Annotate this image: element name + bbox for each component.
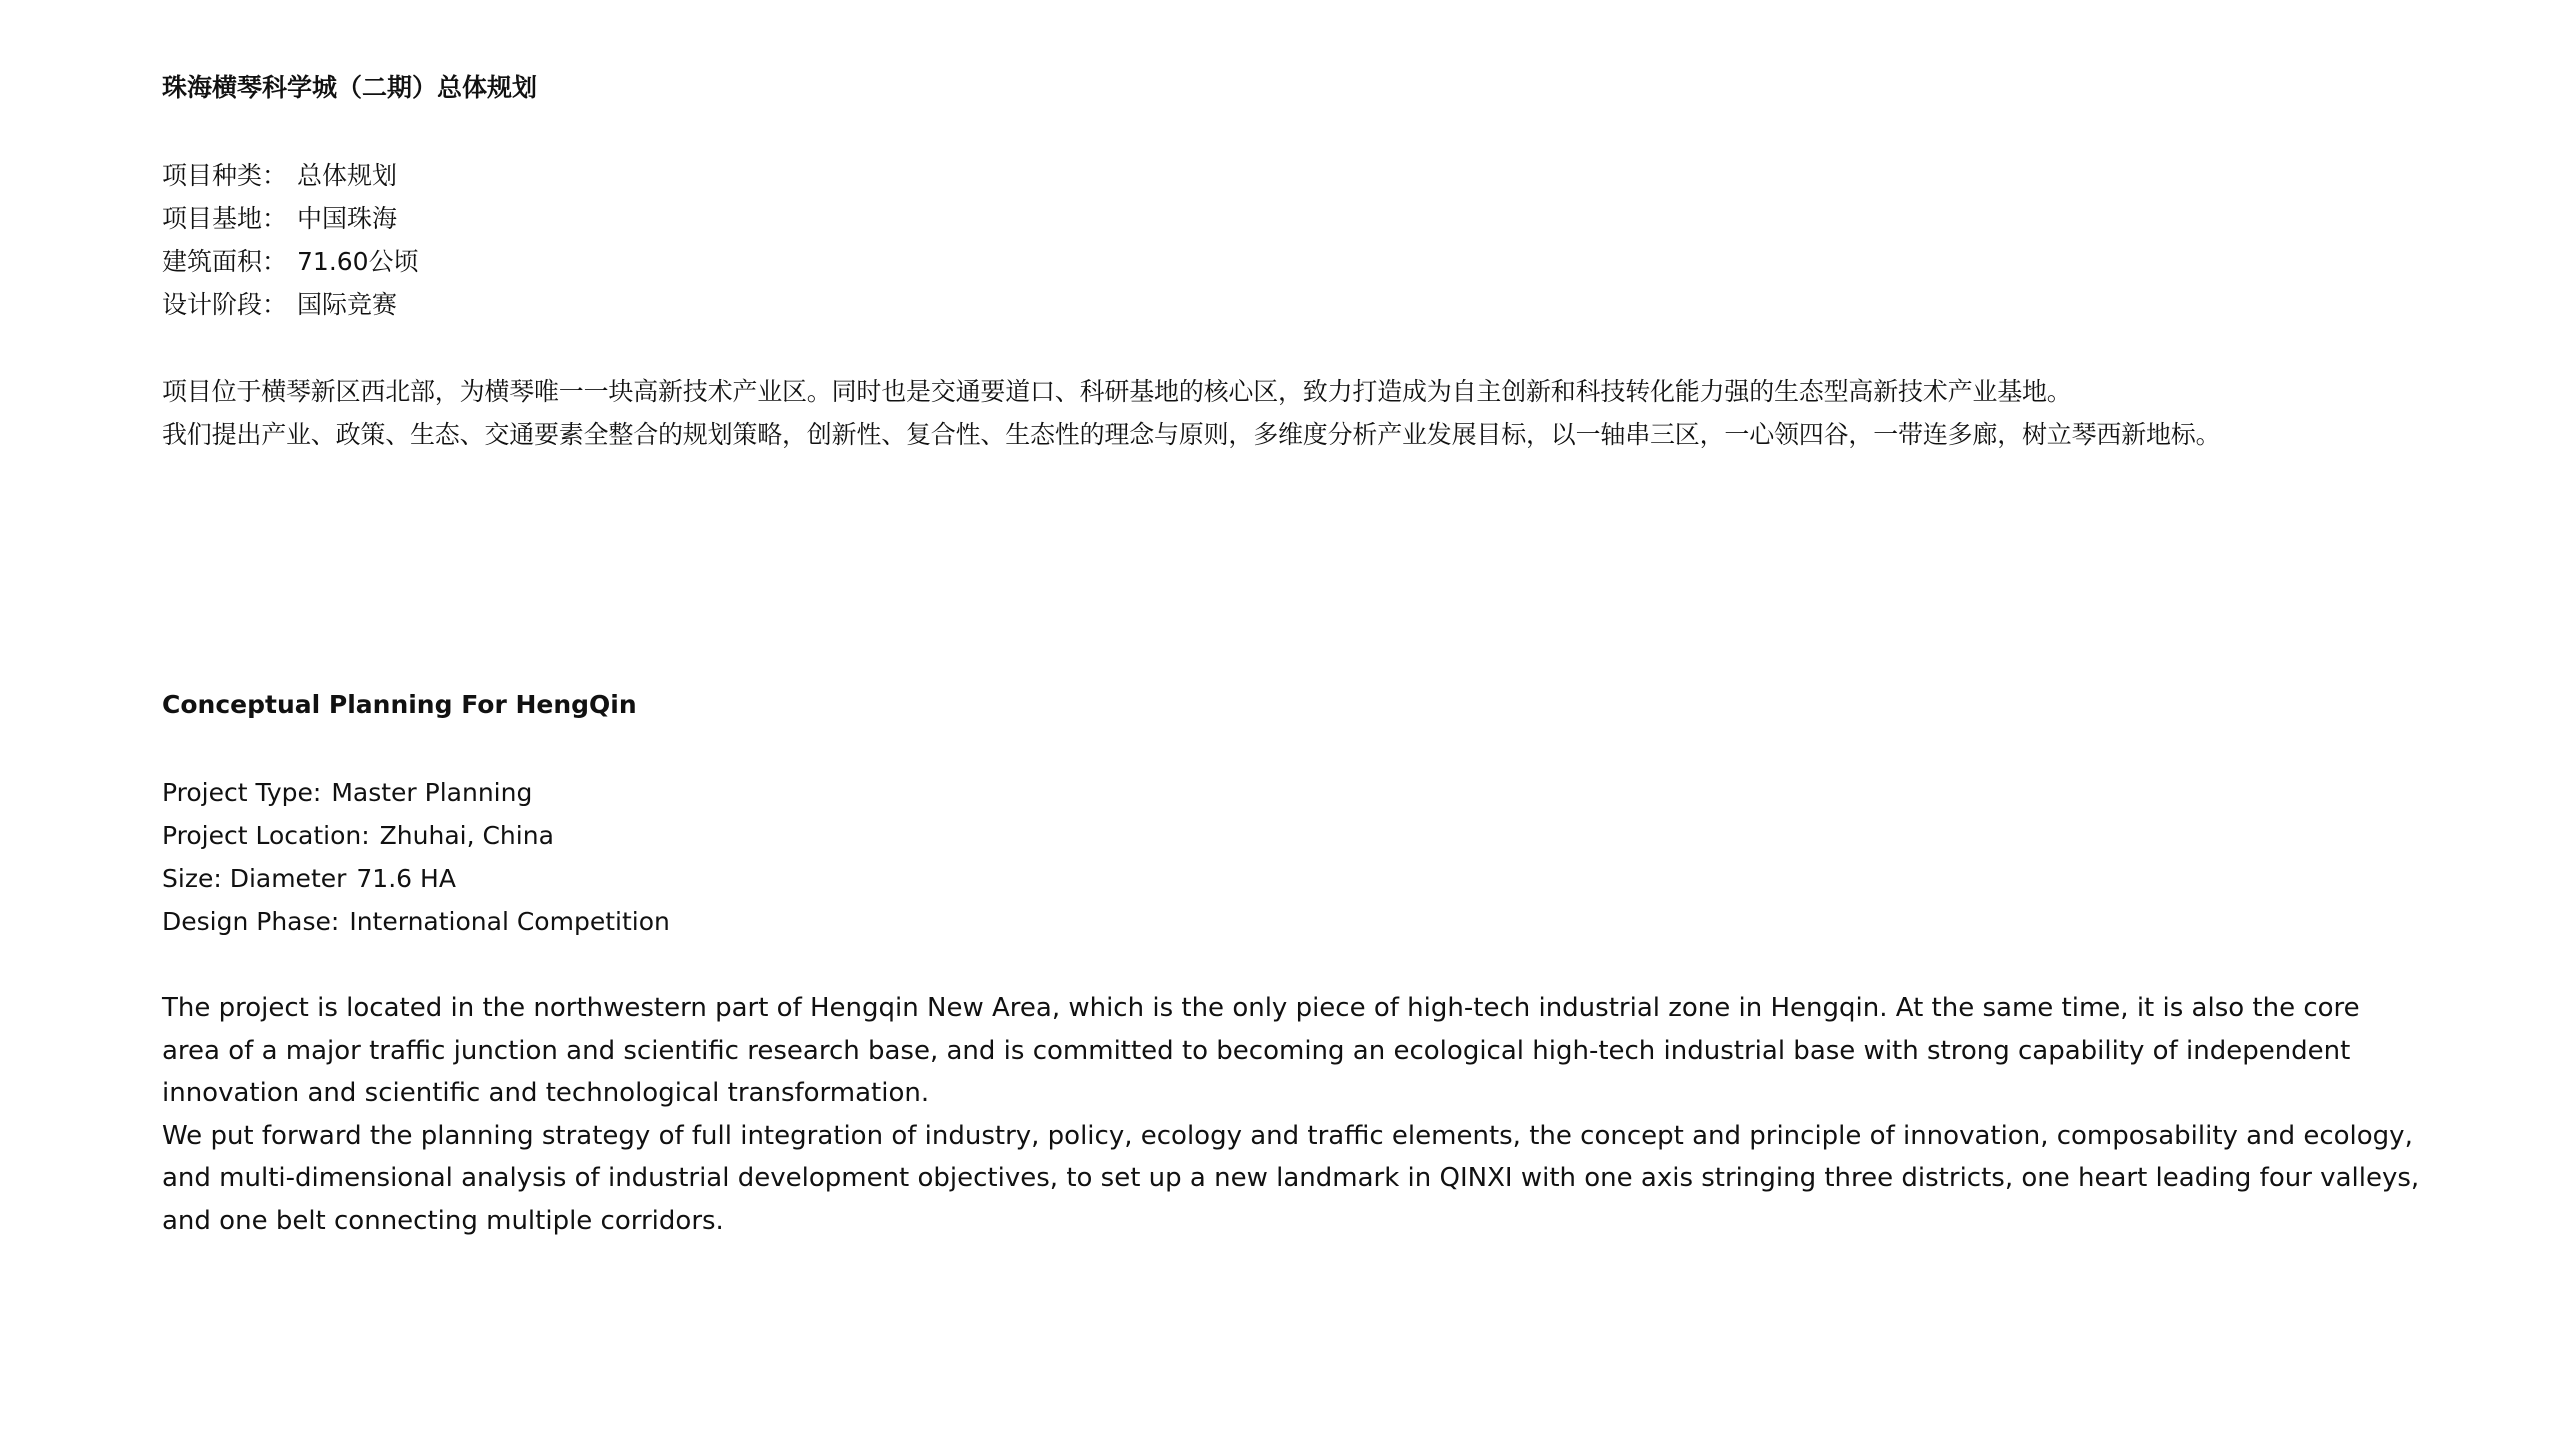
project-size-label-en: Size: Diameter (162, 864, 347, 893)
design-phase-row-en (162, 900, 2422, 943)
project-size-row-cn (162, 240, 2422, 283)
project-size-value-cn: 71.60公顷 (297, 247, 419, 276)
project-location-row-en (162, 814, 2422, 857)
project-size-row-en (162, 857, 2422, 900)
project-location-label-cn: 项目基地： (162, 204, 288, 233)
english-section (162, 685, 2422, 1242)
project-type-row-en (162, 771, 2422, 814)
document-page (162, 0, 2422, 1440)
chinese-section (162, 68, 2422, 456)
project-type-label-en: Project Type: (162, 778, 322, 807)
design-phase-value-cn: 国际竞赛 (297, 290, 398, 319)
project-type-value-en: Master Planning (331, 778, 533, 807)
english-paragraph-2: We put forward the planning strategy of full integration of industry, policy, ecology and traffic elements, the concept and principle of innovation, composability and ecology, and multi-dimensional analysis of industrial development objectives, to set up a new landmark in QINXI with one axis stringing three districts, one heart leading four valleys, and one belt connecting multiple corridors. (162, 1120, 2420, 1236)
english-project-info (162, 771, 2422, 943)
project-location-label-en: Project Location: (162, 821, 370, 850)
chinese-paragraph-2: 我们提出产业、政策、生态、交通要素全整合的规划策略，创新性、复合性、生态性的理念与原则，多维度分析产业发展目标，以一轴串三区，一心领四谷，一带连多廊，树立琴西新地标。 (162, 420, 2221, 449)
english-paragraph-1: The project is located in the northwestern part of Hengqin New Area, which is the only piece of high-tech industrial zone in Hengqin. At the same time, it is also the core area of a major traffic junction and scientific research base, and is committed to becoming an ecological high-tech industrial base with strong capability of independent innovation and scientific and technological transformation. (162, 993, 2360, 1108)
design-phase-value-en: International Competition (349, 907, 670, 936)
design-phase-row-cn (162, 283, 2422, 326)
project-location-row-cn (162, 197, 2422, 240)
design-phase-label-en: Design Phase: (162, 907, 340, 936)
project-location-value-cn: 中国珠海 (297, 204, 398, 233)
project-size-label-cn: 建筑面积： (162, 247, 288, 276)
design-phase-label-cn: 设计阶段： (162, 290, 288, 319)
project-location-value-en: Zhuhai, China (379, 821, 554, 850)
project-size-value-en: 71.6 HA (356, 864, 456, 893)
english-description (162, 987, 2422, 1242)
chinese-project-info (162, 154, 2422, 326)
project-type-row-cn (162, 154, 2422, 197)
english-title: Conceptual Planning For HengQin (162, 690, 637, 719)
project-type-value-cn: 总体规划 (297, 161, 398, 190)
chinese-description (162, 370, 2422, 456)
chinese-title: 珠海横琴科学城（二期）总体规划 (162, 73, 538, 102)
project-type-label-cn: 项目种类： (162, 161, 288, 190)
chinese-paragraph-1: 项目位于横琴新区西北部，为横琴唯一一块高新技术产业区。同时也是交通要道口、科研基地的核心区，致力打造成为自主创新和科技转化能力强的生态型高新技术产业基地。 (162, 377, 2072, 406)
